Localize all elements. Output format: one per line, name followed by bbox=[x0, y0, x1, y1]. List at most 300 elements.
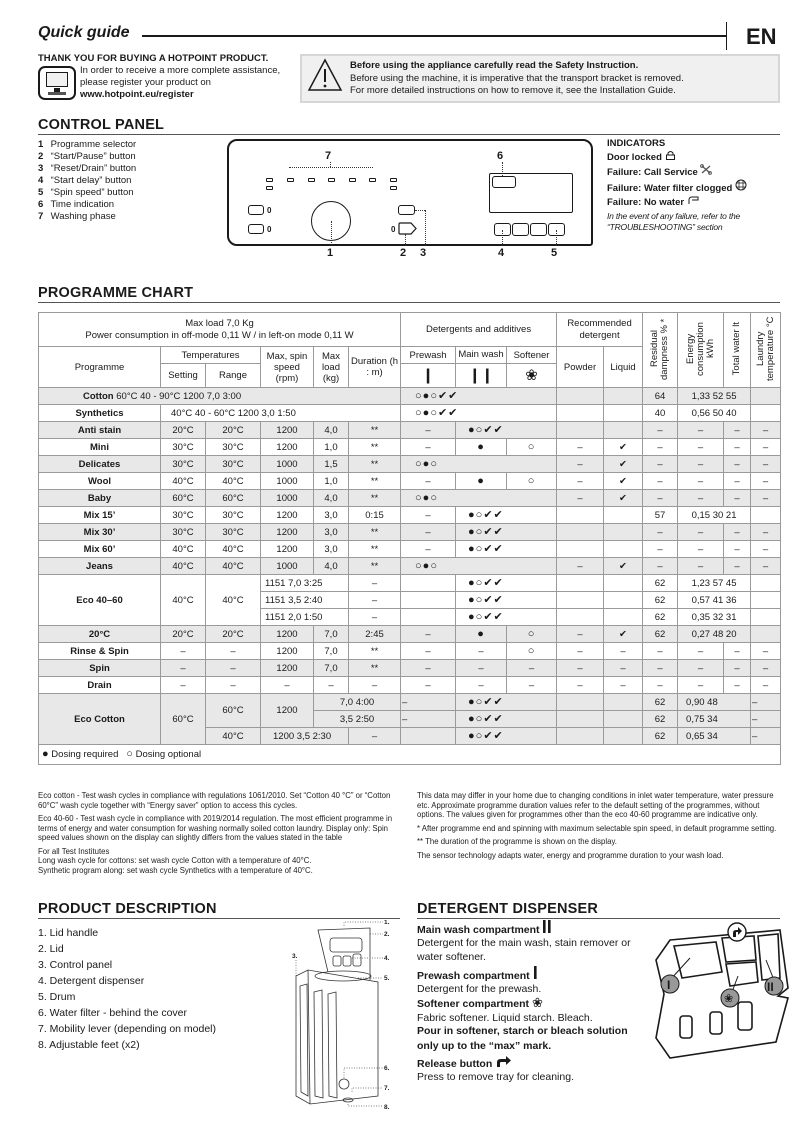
table-cell bbox=[604, 541, 643, 558]
table-cell: – bbox=[751, 677, 781, 694]
table-cell: – bbox=[678, 660, 724, 677]
header-energy: Energy consumption kWh bbox=[678, 313, 724, 388]
table-cell: – bbox=[643, 473, 678, 490]
table-cell: – bbox=[456, 643, 507, 660]
table-cell: ✔ bbox=[604, 626, 643, 643]
programme-chart-table bbox=[38, 312, 781, 765]
callout-7: 7 bbox=[325, 150, 332, 162]
table-cell: ** bbox=[349, 643, 401, 660]
table-cell: – bbox=[643, 490, 678, 507]
table-cell: ✔ bbox=[604, 473, 643, 490]
table-cell: ○ bbox=[507, 626, 557, 643]
main-wash-desc-2: water softener. bbox=[417, 950, 486, 963]
table-cell: – bbox=[557, 558, 604, 575]
header-load: Max load (kg) bbox=[314, 347, 349, 388]
header-dampness: Residual dampness % * bbox=[643, 313, 678, 388]
option-indicator: 0 bbox=[267, 225, 272, 234]
table-cell: 0,35 32 31 bbox=[678, 609, 751, 626]
section-rule bbox=[417, 918, 780, 919]
table-cell: – bbox=[724, 524, 751, 541]
table-cell: 40 bbox=[643, 405, 678, 422]
table-cell: 62 bbox=[643, 694, 678, 711]
table-cell: – bbox=[751, 524, 781, 541]
table-cell: 20°C bbox=[161, 626, 206, 643]
section-rule bbox=[38, 302, 780, 303]
table-cell: – bbox=[557, 626, 604, 643]
callout-line bbox=[502, 230, 503, 246]
indicators-title: INDICATORS bbox=[607, 138, 666, 149]
table-cell: – bbox=[401, 541, 456, 558]
table-cell: 60°C bbox=[161, 490, 206, 507]
table-cell: ** bbox=[349, 660, 401, 677]
footnote-test-institutes: For all Test Institutes bbox=[38, 846, 110, 856]
table-cell: Eco Cotton bbox=[39, 694, 161, 745]
table-cell: – bbox=[643, 643, 678, 660]
list-item: 7. Mobility lever (depending on model) bbox=[38, 1023, 217, 1035]
table-cell: – bbox=[557, 439, 604, 456]
table-cell: ●○✔✔ bbox=[456, 541, 557, 558]
table-cell: Eco 40–60 bbox=[39, 575, 161, 626]
table-cell: 0:15 bbox=[349, 507, 401, 524]
table-cell: ** bbox=[349, 422, 401, 439]
header-programme: Programme bbox=[39, 347, 161, 388]
callout-5: 5 bbox=[551, 247, 558, 259]
table-cell: – bbox=[401, 422, 456, 439]
table-cell: 40°C bbox=[206, 541, 261, 558]
table-cell: ** bbox=[349, 524, 401, 541]
table-cell: ○ bbox=[507, 439, 557, 456]
detergent-dispenser-heading: DETERGENT DISPENSER bbox=[417, 901, 599, 917]
table-cell bbox=[604, 728, 643, 745]
callout-line bbox=[405, 234, 406, 246]
legend-item: 6 Time indication bbox=[38, 199, 115, 210]
phase-led bbox=[266, 178, 273, 182]
table-cell: 1151 2,0 1:50 bbox=[261, 609, 349, 626]
legend-item: 2 “Start/Pause” button bbox=[38, 151, 136, 162]
softener-icon: ❀ bbox=[507, 364, 557, 388]
washing-phase-bracket bbox=[289, 167, 373, 168]
table-cell: – bbox=[401, 711, 456, 728]
table-cell: – bbox=[643, 660, 678, 677]
language-code: EN bbox=[746, 24, 777, 49]
table-row bbox=[39, 473, 781, 490]
registration-line-2: please register your product on bbox=[80, 77, 211, 88]
header-laundry-temp: Laundry temperature °C bbox=[751, 313, 781, 388]
table-cell: 0,27 48 20 bbox=[678, 626, 751, 643]
table-cell: – bbox=[751, 660, 781, 677]
table-cell: ○●○ bbox=[401, 456, 557, 473]
safety-title: Before using the appliance carefully read the Safety Instruction. bbox=[350, 60, 639, 71]
table-cell: – bbox=[161, 643, 206, 660]
table-cell bbox=[604, 711, 643, 728]
callout-line bbox=[331, 221, 332, 245]
table-cell bbox=[751, 388, 781, 405]
list-item: 2. Lid bbox=[38, 943, 64, 955]
table-cell: – bbox=[557, 677, 604, 694]
main-wash-title: Main wash compartment bbox=[417, 924, 540, 936]
phase-led bbox=[390, 178, 397, 182]
header-temperatures: Temperatures bbox=[161, 347, 261, 364]
table-cell: ✔ bbox=[604, 558, 643, 575]
footnotes-right bbox=[417, 791, 780, 864]
table-cell: Spin bbox=[39, 660, 161, 677]
table-cell: – bbox=[678, 643, 724, 660]
page-title: Quick guide bbox=[38, 24, 130, 41]
table-cell bbox=[604, 507, 643, 524]
table-cell: 0,90 48 bbox=[678, 694, 751, 711]
table-cell: 1200 bbox=[261, 694, 314, 728]
table-row bbox=[39, 643, 781, 660]
dosing-required-label: Dosing required bbox=[51, 749, 119, 760]
table-row bbox=[39, 660, 781, 677]
table-cell: – bbox=[456, 660, 507, 677]
registration-line-1: In order to receive a more complete assistance, bbox=[80, 65, 281, 76]
table-cell: – bbox=[401, 473, 456, 490]
table-cell bbox=[751, 592, 781, 609]
main-wash-desc-1: Detergent for the main wash, stain remover or bbox=[417, 937, 631, 950]
table-cell: – bbox=[604, 643, 643, 660]
footnote-synthetic: Synthetic program along: set wash cycle Synthetics with a temperature of 40°C. bbox=[38, 865, 313, 875]
phase-led bbox=[266, 186, 273, 190]
table-cell bbox=[751, 609, 781, 626]
table-cell: 20°C bbox=[206, 626, 261, 643]
table-cell: ●○✔✔ bbox=[456, 575, 557, 592]
table-cell bbox=[604, 575, 643, 592]
table-row bbox=[39, 456, 781, 473]
table-cell bbox=[557, 405, 604, 422]
table-cell: – bbox=[557, 660, 604, 677]
softener-desc: Fabric softener. Liquid starch. Bleach. bbox=[417, 1011, 593, 1024]
table-cell: – bbox=[401, 677, 456, 694]
safety-text bbox=[350, 60, 684, 98]
table-cell: – bbox=[401, 660, 456, 677]
table-row bbox=[39, 439, 781, 456]
troubleshooting-note-1: In the event of any failure, refer to the bbox=[607, 211, 741, 221]
header-main-wash: Main wash bbox=[456, 347, 507, 364]
dosing-optional-icon: ○ bbox=[126, 748, 133, 760]
table-cell: – bbox=[724, 439, 751, 456]
table-cell: 60°C bbox=[161, 694, 206, 745]
table-cell: Mini bbox=[39, 439, 161, 456]
start-indicator: 0 bbox=[391, 225, 396, 234]
table-cell: – bbox=[643, 456, 678, 473]
callout-6: 6 bbox=[497, 150, 504, 162]
section-rule bbox=[38, 918, 400, 919]
padlock-icon bbox=[665, 150, 676, 160]
table-cell: – bbox=[678, 439, 724, 456]
table-row bbox=[39, 558, 781, 575]
table-cell: – bbox=[678, 490, 724, 507]
table-cell: ○●○ bbox=[401, 558, 557, 575]
header-detergents: Detergents and additives bbox=[401, 313, 557, 347]
option-button[interactable] bbox=[512, 223, 529, 236]
table-cell: – bbox=[507, 660, 557, 677]
table-cell: Rinse & Spin bbox=[39, 643, 161, 660]
table-cell: ○●○✔✔ bbox=[401, 388, 557, 405]
table-cell: 1200 bbox=[261, 626, 314, 643]
table-cell: – bbox=[751, 643, 781, 660]
legend-item: 5 “Spin speed” button bbox=[38, 187, 134, 198]
table-cell: – bbox=[401, 507, 456, 524]
table-cell: 2:45 bbox=[349, 626, 401, 643]
phase-led bbox=[328, 178, 335, 182]
table-cell: – bbox=[604, 677, 643, 694]
callout-4: 4. bbox=[384, 955, 390, 962]
header-prewash: Prewash bbox=[401, 347, 456, 364]
footnote-long-cotton: Long wash cycle for cottons: set wash cycle Cotton with a temperature of 40°C. bbox=[38, 856, 312, 865]
max-mark-warning-1: Pour in softener, starch or bleach solution bbox=[417, 1025, 628, 1038]
product-description-heading: PRODUCT DESCRIPTION bbox=[38, 901, 217, 917]
legend-item: 1 Programme selector bbox=[38, 139, 137, 150]
chart-general-info bbox=[39, 313, 401, 347]
table-cell: – bbox=[751, 456, 781, 473]
table-cell: Delicates bbox=[39, 456, 161, 473]
washing-machine-illustration bbox=[288, 920, 393, 1120]
table-cell: ●○✔✔ bbox=[456, 728, 557, 745]
table-cell: 1,5 bbox=[314, 456, 349, 473]
table-cell bbox=[604, 592, 643, 609]
table-cell bbox=[604, 388, 643, 405]
table-cell: 20°C bbox=[206, 422, 261, 439]
table-cell: ✔ bbox=[604, 439, 643, 456]
table-row bbox=[39, 524, 781, 541]
callout-line bbox=[330, 162, 331, 167]
svg-text:❀: ❀ bbox=[724, 993, 734, 1005]
table-cell: – bbox=[557, 473, 604, 490]
table-row bbox=[39, 677, 781, 694]
table-cell: Synthetics bbox=[39, 405, 161, 422]
table-cell: 3,5 2:50 bbox=[314, 711, 401, 728]
phase-led bbox=[349, 178, 356, 182]
svg-text:I: I bbox=[667, 978, 671, 992]
table-cell: 1000 bbox=[261, 490, 314, 507]
table-cell bbox=[557, 388, 604, 405]
section-rule bbox=[38, 134, 780, 135]
table-cell: 62 bbox=[643, 609, 678, 626]
table-cell bbox=[751, 575, 781, 592]
table-cell bbox=[604, 422, 643, 439]
table-cell: – bbox=[751, 694, 781, 711]
table-cell: Cotton 60°C 40 - 90°C 1200 7,0 3:00 bbox=[39, 388, 401, 405]
warning-triangle-icon bbox=[307, 58, 343, 92]
option-button-1[interactable] bbox=[248, 205, 264, 215]
table-cell: – bbox=[678, 524, 724, 541]
table-cell: ○●○✔✔ bbox=[401, 405, 557, 422]
table-cell: – bbox=[678, 456, 724, 473]
option-button-2[interactable] bbox=[248, 224, 264, 234]
callout-7: 7. bbox=[384, 1085, 390, 1092]
table-cell: 3,0 bbox=[314, 524, 349, 541]
table-cell: 64 bbox=[643, 388, 678, 405]
table-cell: 62 bbox=[643, 728, 678, 745]
table-cell: – bbox=[724, 490, 751, 507]
table-row bbox=[39, 422, 781, 439]
dosing-optional-label: Dosing optional bbox=[135, 749, 202, 760]
table-row bbox=[39, 541, 781, 558]
table-row bbox=[39, 388, 781, 405]
table-cell: 1200 bbox=[261, 422, 314, 439]
table-cell bbox=[557, 711, 604, 728]
table-cell bbox=[557, 541, 604, 558]
table-cell: – bbox=[349, 728, 401, 745]
callout-1: 1. bbox=[384, 920, 390, 926]
table-cell: – bbox=[206, 643, 261, 660]
softener-flower-icon: ❀ bbox=[531, 995, 543, 1011]
computer-icon bbox=[38, 66, 76, 100]
table-cell: 62 bbox=[643, 592, 678, 609]
table-cell: 1200 bbox=[261, 507, 314, 524]
header-range: Range bbox=[206, 364, 261, 388]
table-cell: 40°C bbox=[206, 558, 261, 575]
table-cell: 62 bbox=[643, 575, 678, 592]
table-cell: 0,56 50 40 bbox=[678, 405, 751, 422]
header-recommended: Recommended detergent bbox=[557, 313, 643, 347]
callout-2: 2. bbox=[384, 931, 390, 938]
programme-chart-heading: PROGRAMME CHART bbox=[38, 285, 194, 301]
title-rule bbox=[142, 35, 727, 37]
header-setting: Setting bbox=[161, 364, 206, 388]
table-cell: Baby bbox=[39, 490, 161, 507]
table-row bbox=[39, 405, 781, 422]
table-cell: ● bbox=[456, 473, 507, 490]
table-cell: 1200 bbox=[261, 524, 314, 541]
filter-icon bbox=[735, 179, 747, 191]
table-cell: 1,23 57 45 bbox=[678, 575, 751, 592]
table-cell: 1,0 bbox=[314, 473, 349, 490]
table-cell bbox=[401, 609, 456, 626]
header-duration: Duration (h : m) bbox=[349, 347, 401, 388]
release-desc: Press to remove tray for cleaning. bbox=[417, 1070, 574, 1083]
table-cell: – bbox=[507, 677, 557, 694]
table-cell: ● bbox=[456, 626, 507, 643]
table-cell: ** bbox=[349, 490, 401, 507]
dosing-legend bbox=[39, 745, 781, 765]
table-cell bbox=[751, 405, 781, 422]
table-cell: – bbox=[751, 728, 781, 745]
option-button[interactable] bbox=[530, 223, 547, 236]
callout-line bbox=[556, 230, 557, 246]
table-cell: 40°C bbox=[206, 473, 261, 490]
table-cell: Wool bbox=[39, 473, 161, 490]
table-cell: 1200 bbox=[261, 660, 314, 677]
product-parts-list bbox=[38, 925, 216, 1053]
table-cell: – bbox=[643, 558, 678, 575]
legend-item: 7 Washing phase bbox=[38, 211, 116, 222]
callout-4: 4 bbox=[498, 247, 505, 259]
table-cell: – bbox=[724, 558, 751, 575]
start-pause-button[interactable] bbox=[398, 222, 418, 235]
table-cell: Mix 30’ bbox=[39, 524, 161, 541]
table-cell: 30°C bbox=[206, 507, 261, 524]
table-cell: 1151 3,5 2:40 bbox=[261, 592, 349, 609]
table-cell: 62 bbox=[643, 626, 678, 643]
prewash-icon: ❙ bbox=[401, 364, 456, 388]
registration-text bbox=[80, 65, 280, 101]
max-mark-warning-2: only up to the “max” mark. bbox=[417, 1040, 552, 1053]
table-cell: – bbox=[724, 456, 751, 473]
registration-link[interactable]: www.hotpoint.eu/register bbox=[80, 89, 194, 100]
table-cell: Anti stain bbox=[39, 422, 161, 439]
table-cell: Mix 60’ bbox=[39, 541, 161, 558]
table-cell: ●○✔✔ bbox=[456, 507, 557, 524]
programme-name: Cotton bbox=[83, 390, 114, 402]
table-cell: – bbox=[724, 660, 751, 677]
table-cell: 7,0 bbox=[314, 643, 349, 660]
table-cell bbox=[557, 592, 604, 609]
header-spin: Max, spin speed (rpm) bbox=[261, 347, 314, 388]
table-cell: – bbox=[751, 558, 781, 575]
table-cell: – bbox=[401, 439, 456, 456]
table-cell bbox=[557, 728, 604, 745]
table-cell: ●○✔✔ bbox=[456, 711, 557, 728]
header-liquid: Liquid bbox=[604, 347, 643, 388]
table-cell: – bbox=[751, 711, 781, 728]
list-item: 3. Control panel bbox=[38, 959, 113, 971]
list-item: 4. Detergent dispenser bbox=[38, 975, 145, 987]
list-item: 5. Drum bbox=[38, 991, 76, 1003]
table-cell: ○ bbox=[507, 643, 557, 660]
table-cell: 3,0 bbox=[314, 541, 349, 558]
control-panel-legend bbox=[38, 139, 136, 223]
table-cell: 40°C bbox=[206, 575, 261, 626]
footnote-asterisk: * After programme end and spinning with maximum selectable spin speed, in default programme setting. bbox=[417, 823, 777, 833]
table-cell bbox=[604, 405, 643, 422]
table-row bbox=[39, 490, 781, 507]
table-cell: 0,15 30 21 bbox=[678, 507, 751, 524]
table-cell: ●○✔✔ bbox=[456, 609, 557, 626]
table-cell: – bbox=[643, 422, 678, 439]
table-cell: 40°C bbox=[161, 558, 206, 575]
filter-clogged-label: Failure: Water filter clogged bbox=[607, 183, 733, 194]
release-button-title: Release button bbox=[417, 1057, 493, 1070]
table-cell bbox=[751, 507, 781, 524]
option-indicator: 0 bbox=[267, 206, 272, 215]
table-cell bbox=[39, 745, 781, 765]
table-cell: ●○✔✔ bbox=[456, 592, 557, 609]
table-row bbox=[39, 694, 781, 711]
call-service-label: Failure: Call Service bbox=[607, 167, 698, 178]
table-cell: – bbox=[456, 677, 507, 694]
table-cell: 1000 bbox=[261, 558, 314, 575]
legend-item: 4 “Start delay” button bbox=[38, 175, 132, 186]
table-cell: 1151 7,0 3:25 bbox=[261, 575, 349, 592]
table-cell bbox=[557, 575, 604, 592]
table-cell: – bbox=[604, 660, 643, 677]
footnote-eco-cotton: Eco cotton - Test wash cycles in compliance with regulations 1061/2010. Set “Cotton 40 °C” or “Cotton 60°C” wash cycle together with “Energy saver” option to access this cycles. bbox=[38, 791, 391, 810]
table-cell bbox=[557, 694, 604, 711]
power-consumption: Power consumption in off-mode 0,11 W / in left-on mode 0,11 W bbox=[85, 329, 354, 341]
table-cell bbox=[557, 524, 604, 541]
table-cell: ** bbox=[349, 439, 401, 456]
release-arrow-icon bbox=[495, 1056, 511, 1067]
reset-drain-button[interactable] bbox=[398, 205, 415, 215]
title-rule-end bbox=[726, 22, 727, 50]
table-cell: 1200 bbox=[261, 643, 314, 660]
list-item: 1. Lid handle bbox=[38, 927, 99, 939]
table-row bbox=[39, 575, 781, 592]
table-cell bbox=[557, 422, 604, 439]
dispenser-description bbox=[417, 920, 631, 1084]
main-wash-icon: ❙❙ bbox=[456, 364, 507, 388]
table-cell: – bbox=[401, 643, 456, 660]
table-cell: – bbox=[724, 541, 751, 558]
header-softener: Softener bbox=[507, 347, 557, 364]
table-cell: 7,0 bbox=[314, 660, 349, 677]
table-cell: – bbox=[724, 473, 751, 490]
table-cell: 1000 bbox=[261, 456, 314, 473]
table-cell: 30°C bbox=[161, 524, 206, 541]
table-cell: ●○✔✔ bbox=[456, 694, 557, 711]
